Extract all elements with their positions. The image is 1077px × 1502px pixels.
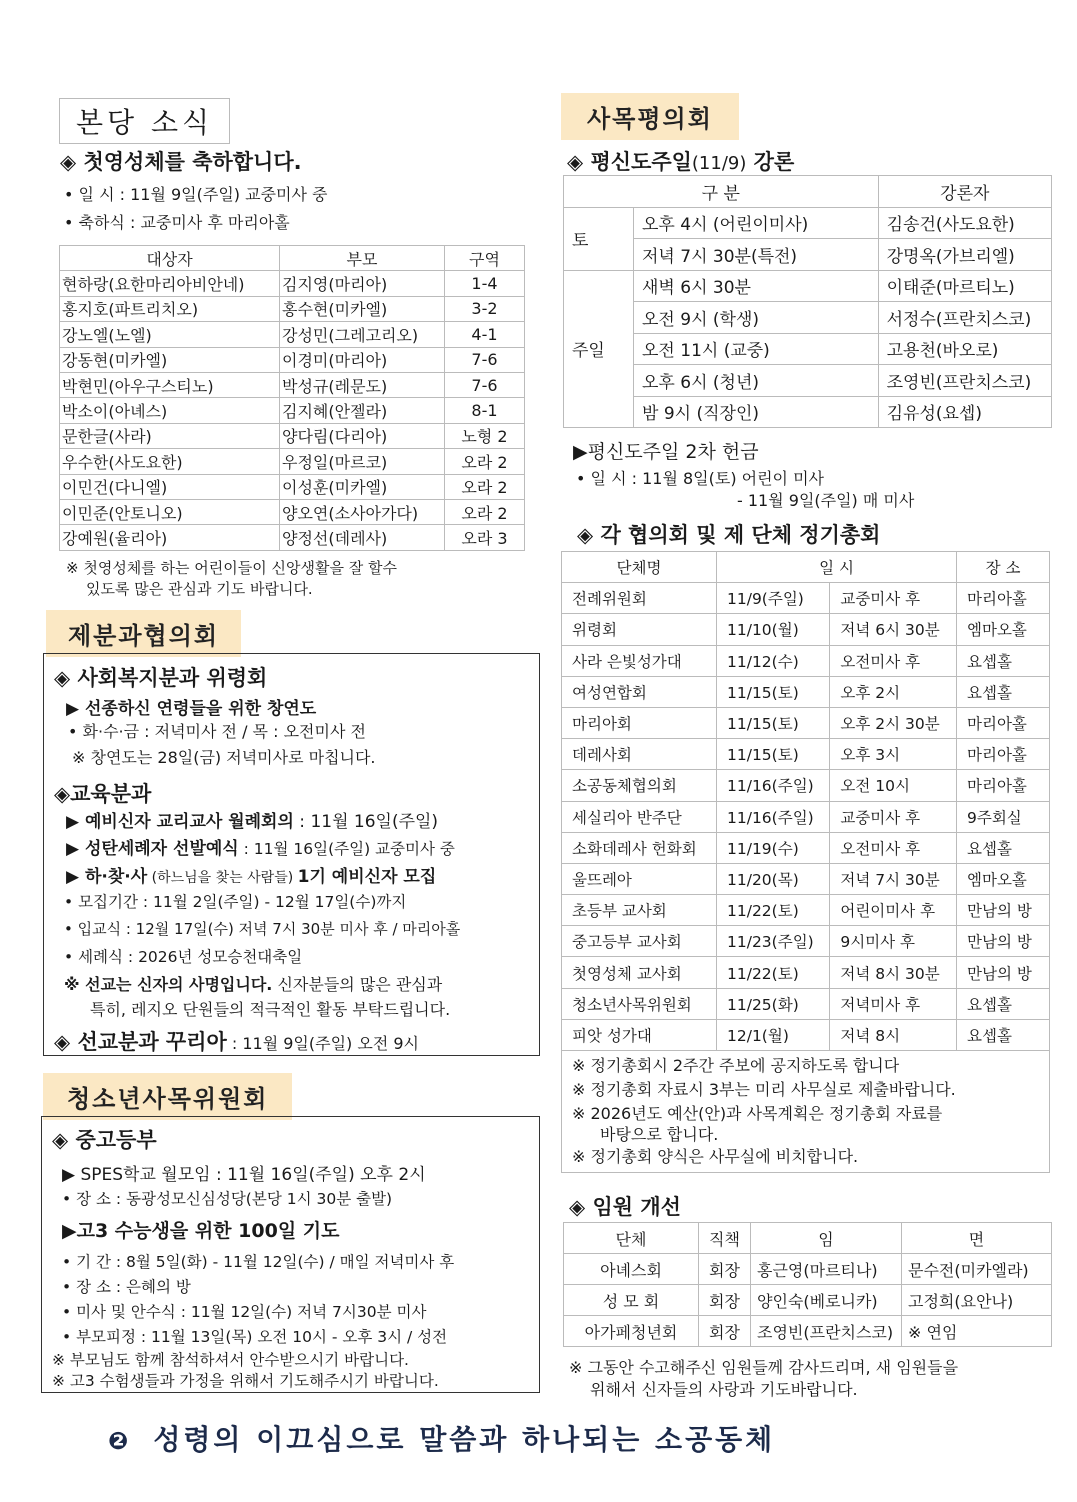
table-cell: 이경미(마리아) (280, 347, 445, 372)
table-cell: 요셉홀 (957, 676, 1050, 707)
edu-line-3 (66, 862, 436, 887)
table-cell: 마리아홀 (957, 707, 1050, 738)
table-row (564, 1316, 1052, 1347)
col-org: 단체명 (562, 552, 717, 583)
table-cell: 소공동체협의회 (562, 770, 717, 801)
assembly-note: ※ 정기총회시 2주간 주보에 공지하도록 합니다 (572, 1056, 900, 1075)
mass-time: 밤 9시 (직장인) (634, 396, 879, 428)
prayer-parents: • 부모피정 : 11월 13일(목) 오전 10시 - 오후 3시 / 성전 (62, 1328, 448, 1346)
youth-header: 청소년사목위원회 (43, 1073, 292, 1120)
table-cell: 마리아홀 (957, 739, 1050, 770)
table-cell: 9시미사 후 (830, 926, 957, 957)
officers-title: ◈ 임원 개선 (569, 1195, 681, 1219)
table-cell: 요셉홀 (957, 988, 1050, 1019)
edu-note2: 특히, 레지오 단원들의 적극적인 활동 부탁드립니다. (90, 1000, 451, 1019)
table-row (60, 347, 525, 372)
col-speaker: 강론자 (878, 176, 1051, 208)
table-row (60, 474, 525, 499)
table-cell: 초등부 교사회 (562, 895, 717, 926)
table-cell: 강동현(미카엘) (60, 347, 280, 372)
first-communion-note: ※ 첫영성체를 하는 어린이들이 신앙생활을 잘 할수 (66, 559, 397, 577)
table-cell: 오라 2 (445, 474, 525, 499)
table-row (564, 1254, 1052, 1285)
edu-entry-rite: • 입교식 : 12월 17일(수) 저녁 7시 30분 미사 후 / 마리아홀 (64, 920, 461, 938)
first-communion-table (59, 245, 525, 551)
table-cell: 아녜스회 (564, 1254, 699, 1285)
table-cell: 11/22(토) (717, 957, 830, 988)
table-cell: 데레사회 (562, 739, 717, 770)
speaker: 이태준(마르티노) (878, 270, 1051, 302)
table-cell: 오후 2시 (830, 676, 957, 707)
table-cell: 회장 (699, 1285, 751, 1316)
mass-time: 오후 6시 (청년) (634, 365, 879, 397)
table-cell: 만남의 방 (957, 957, 1050, 988)
table-cell: 오전 10시 (830, 770, 957, 801)
welfare-sub: ▶ 선종하신 연령들을 위한 창연도 (66, 699, 317, 719)
assembly-note: ※ 정기총회 자료시 3부는 미리 사무실로 제출바랍니다. (572, 1080, 956, 1099)
lay-title-c: 강론 (746, 150, 795, 174)
table-cell: 청소년사목위원회 (562, 988, 717, 1019)
edu-note (64, 972, 442, 995)
officers-note1: ※ 그동안 수고해주신 임원들께 감사드리며, 새 임원들을 (569, 1358, 959, 1377)
table-cell: 우수한(사도요한) (60, 449, 280, 474)
table-row (562, 895, 1050, 926)
col-gubun: 구 분 (564, 176, 879, 208)
jebungwa-header: 제분과협의회 (46, 610, 241, 657)
table-cell: 저녁 7시 30분 (830, 863, 957, 894)
table-cell: 저녁미사 후 (830, 988, 957, 1019)
edu3-a: ▶ 하·찾·사 (66, 867, 148, 887)
assembly-note: ※ 정기총회 양식은 사무실에 비치합니다. (572, 1147, 859, 1166)
spes-line: ▶ SPES학교 월모임 : 11월 16일(주일) 오후 2시 (62, 1165, 426, 1185)
table-cell: 11/16(주일) (717, 770, 830, 801)
table-cell: 4-1 (445, 322, 525, 347)
table-cell: 김지혜(안젤라) (280, 398, 445, 423)
table-row (562, 926, 1050, 957)
speaker: 고용천(바오로) (878, 333, 1051, 365)
first-communion-title: ◈ 첫영성체를 축하합니다. (60, 150, 302, 174)
table-cell: 강성민(그레고리오) (280, 322, 445, 347)
table-cell: 문한글(사라) (60, 423, 280, 448)
homily-table (563, 175, 1052, 428)
lay-sunday-title (567, 146, 794, 176)
table-cell: 11/20(목) (717, 863, 830, 894)
edu-line-2 (66, 834, 455, 859)
table-cell: 우정일(마르코) (280, 449, 445, 474)
day-sun: 주일 (564, 270, 634, 428)
table-cell: 요셉홀 (957, 832, 1050, 863)
edu2-bold: ▶ 성탄세례자 선발예식 (66, 839, 239, 859)
table-row (562, 832, 1050, 863)
table-cell: 피앗 성가대 (562, 1019, 717, 1050)
table-cell: 11/9(주일) (717, 583, 830, 614)
prayer-mass: • 미사 및 안수식 : 11월 12일(수) 저녁 7시30분 미사 (62, 1303, 427, 1321)
table-cell: 울뜨레아 (562, 863, 717, 894)
table-cell: 홍지호(파트리치오) (60, 296, 280, 321)
table-cell: 김지영(마리아) (280, 271, 445, 296)
table-cell: 11/15(토) (717, 739, 830, 770)
table-row (60, 372, 525, 397)
col-myeon: 면 (902, 1223, 1052, 1254)
col-header: 부모 (280, 246, 445, 271)
table-cell: 어린이미사 후 (830, 895, 957, 926)
mass-time: 오후 4시 (어린이미사) (634, 207, 879, 239)
table-cell: 11/22(토) (717, 895, 830, 926)
spes-place: • 장 소 : 동광성모신심성당(본당 1시 30분 출발) (62, 1190, 393, 1208)
table-cell: 오라 2 (445, 449, 525, 474)
table-row (60, 499, 525, 524)
table-cell: 소화데레사 헌화회 (562, 832, 717, 863)
table-cell: 요셉홀 (957, 1019, 1050, 1050)
mass-time: 오전 11시 (교중) (634, 333, 879, 365)
welfare-line2: ※ 창연도는 28일(금) 저녁미사로 마칩니다. (72, 748, 376, 767)
edu-note-bold: ※ 선교는 신자의 사명입니다. (64, 975, 273, 994)
speaker: 서정수(프란치스코) (878, 302, 1051, 334)
table-cell: 만남의 방 (957, 895, 1050, 926)
table-cell: 오라 2 (445, 499, 525, 524)
lay-title-b: (11/9) (691, 153, 747, 174)
table-cell: 오전미사 후 (830, 645, 957, 676)
table-cell: 1-4 (445, 271, 525, 296)
table-row (60, 525, 525, 550)
table-row (562, 614, 1050, 645)
mission-rest: : 11월 9일(주일) 오전 9시 (226, 1034, 419, 1053)
table-cell: 홍근영(마르티나) (751, 1254, 902, 1285)
mission-bold: ◈ 선교분과 꾸리아 (54, 1030, 227, 1054)
youth-box (41, 1116, 540, 1393)
speaker: 김유성(요셉) (878, 396, 1051, 428)
edu-note-rest: 신자분들의 많은 관심과 (272, 975, 443, 994)
col-date: 일 시 (717, 552, 957, 583)
col-header: 대상자 (60, 246, 280, 271)
first-communion-note2: 있도록 많은 관심과 기도 바랍니다. (86, 580, 313, 598)
table-cell: 양정선(데레사) (280, 525, 445, 550)
table-cell: 성 모 회 (564, 1285, 699, 1316)
speaker: 조영빈(프란치스코) (878, 365, 1051, 397)
mission-line (54, 1026, 419, 1056)
col-im: 임 (751, 1223, 902, 1254)
table-cell: 11/15(토) (717, 676, 830, 707)
day-sat: 토 (564, 207, 634, 270)
table-cell: 박현민(아우구스티노) (60, 372, 280, 397)
table-row (60, 423, 525, 448)
assembly-table (561, 551, 1050, 1051)
footer-text: 성령의 이끄심으로 말씀과 하나되는 소공동체 (153, 1423, 776, 1456)
offering-title: ▶평신도주일 2차 헌금 (573, 441, 759, 463)
table-row (562, 863, 1050, 894)
page-number: ❷ (108, 1427, 132, 1455)
table-cell: 요셉홀 (957, 645, 1050, 676)
table-cell: 양다림(다리아) (280, 423, 445, 448)
table-row (60, 296, 525, 321)
officers-note2: 위해서 신자들의 사랑과 기도바랍니다. (590, 1380, 858, 1399)
table-cell: 3-2 (445, 296, 525, 321)
table-cell: 11/23(주일) (717, 926, 830, 957)
table-row (562, 645, 1050, 676)
table-cell: 엠마오홀 (957, 614, 1050, 645)
table-cell: 엠마오홀 (957, 863, 1050, 894)
table-cell: 교중미사 후 (830, 583, 957, 614)
table-cell: 양오연(소사아가다) (280, 499, 445, 524)
table-cell: 조영빈(프란치스코) (751, 1316, 902, 1347)
edu1-bold: ▶ 예비신자 교리교사 월례회의 (66, 812, 294, 832)
offering-line1: • 일 시 : 11월 8일(토) 어린이 미사 (576, 469, 825, 488)
edu2-rest: : 11월 16일(주일) 교중미사 중 (238, 840, 455, 858)
prayer-place: • 장 소 : 은혜의 방 (62, 1278, 191, 1296)
table-cell: 이민준(안토니오) (60, 499, 280, 524)
table-cell: 11/16(주일) (717, 801, 830, 832)
assembly-note: ※ 2026년도 예산(안)과 사목계획은 정기총회 자료를 (572, 1104, 943, 1123)
prayer-period: • 기 간 : 8월 5일(화) - 11월 12일(수) / 매일 저녁미사 후 (62, 1253, 455, 1271)
table-cell: 오후 2시 30분 (830, 707, 957, 738)
table-row (60, 449, 525, 474)
welfare-line1: • 화·수·금 : 저녁미사 전 / 목 : 오전미사 전 (68, 722, 366, 741)
table-row (564, 1285, 1052, 1316)
table-cell: 이성훈(미카엘) (280, 474, 445, 499)
edu-baptism: • 세례식 : 2026년 성모승천대축일 (64, 948, 303, 966)
welfare-title: ◈ 사회복지분과 위령회 (54, 666, 268, 690)
table-cell: 이민건(다니엘) (60, 474, 280, 499)
table-cell: 12/1(월) (717, 1019, 830, 1050)
col-place: 장 소 (957, 552, 1050, 583)
table-cell: 노형 2 (445, 423, 525, 448)
table-cell: 세실리아 반주단 (562, 801, 717, 832)
table-cell: 마리아홀 (957, 770, 1050, 801)
table-cell: 전례위원회 (562, 583, 717, 614)
table-cell: 강노엘(노엘) (60, 322, 280, 347)
table-cell: 오후 3시 (830, 739, 957, 770)
table-cell: 7-6 (445, 372, 525, 397)
table-row (562, 583, 1050, 614)
edu3-c: 1기 예비신자 모집 (297, 867, 437, 887)
table-cell: 7-6 (445, 347, 525, 372)
youth-title: ◈ 중고등부 (52, 1128, 157, 1152)
table-cell: 박소이(아녜스) (60, 398, 280, 423)
samok-header: 사목평의회 (561, 93, 739, 140)
offering-line2: - 11월 9일(주일) 매 미사 (737, 491, 915, 510)
lay-title-a: ◈ 평신도주일 (567, 150, 692, 174)
table-cell: 11/12(수) (717, 645, 830, 676)
table-cell: 9주회실 (957, 801, 1050, 832)
col-header: 구역 (445, 246, 525, 271)
table-cell: 양인숙(베로니카) (751, 1285, 902, 1316)
edu3-b: (하느님을 찾는 사람들) (147, 870, 298, 886)
table-cell: 현하랑(요한마리아비안네) (60, 271, 280, 296)
table-cell: 강예원(율리아) (60, 525, 280, 550)
speaker: 강명옥(가브리엘) (878, 239, 1051, 271)
mass-time: 저녁 7시 30분(특전) (634, 239, 879, 271)
first-communion-date: • 일 시 : 11월 9일(주일) 교중미사 중 (64, 185, 328, 204)
officers-table (563, 1222, 1052, 1347)
edu-recruit-period: • 모집기간 : 11월 2일(주일) - 12월 17일(수)까지 (64, 893, 407, 911)
table-cell: 마리아홀 (957, 583, 1050, 614)
table-row (60, 322, 525, 347)
table-cell: 여성연합회 (562, 676, 717, 707)
table-row (562, 676, 1050, 707)
table-cell: ※ 연임 (902, 1316, 1052, 1347)
edu1-rest: : 11월 16일(주일) (293, 812, 439, 832)
table-cell: 11/19(수) (717, 832, 830, 863)
table-cell: 오라 3 (445, 525, 525, 550)
table-cell: 11/15(토) (717, 707, 830, 738)
table-row (562, 739, 1050, 770)
assembly-title: ◈ 각 협의회 및 제 단체 정기총회 (577, 523, 881, 547)
mass-time: 새벽 6시 30분 (634, 270, 879, 302)
table-cell: 아가페청년회 (564, 1316, 699, 1347)
table-row (562, 770, 1050, 801)
table-cell: 위령회 (562, 614, 717, 645)
jebungwa-box (43, 653, 540, 1056)
table-cell: 11/10(월) (717, 614, 830, 645)
bondang-header: 본당 소식 (59, 98, 230, 144)
table-cell: 박성규(레문도) (280, 372, 445, 397)
table-cell: 저녁 6시 30분 (830, 614, 957, 645)
table-row (60, 271, 525, 296)
table-cell: 홍수현(미카엘) (280, 296, 445, 321)
footer-slogan (108, 1418, 775, 1458)
table-row (562, 707, 1050, 738)
table-cell: 오전미사 후 (830, 832, 957, 863)
prayer-title: ▶고3 수능생을 위한 100일 기도 (62, 1220, 340, 1242)
table-cell: 회장 (699, 1316, 751, 1347)
table-cell: 교중미사 후 (830, 801, 957, 832)
youth-note2: ※ 고3 수험생들과 가정을 위해서 기도해주시기 바랍니다. (52, 1372, 439, 1390)
col-org: 단체 (564, 1223, 699, 1254)
table-cell: 마리아회 (562, 707, 717, 738)
table-row (562, 801, 1050, 832)
edu-line-1 (66, 807, 438, 832)
speaker: 김송건(사도요한) (878, 207, 1051, 239)
table-cell: 고정희(요안나) (902, 1285, 1052, 1316)
table-cell: 문수전(미카엘라) (902, 1254, 1052, 1285)
table-row (562, 957, 1050, 988)
assembly-note: 바탕으로 합니다. (600, 1125, 719, 1144)
col-role: 직책 (699, 1223, 751, 1254)
assembly-notes-box (561, 1047, 1050, 1173)
table-cell: 11/25(화) (717, 988, 830, 1019)
table-cell: 만남의 방 (957, 926, 1050, 957)
table-cell: 사라 은빛성가대 (562, 645, 717, 676)
table-row (562, 1019, 1050, 1050)
table-cell: 중고등부 교사회 (562, 926, 717, 957)
edu-title: ◈교육분과 (54, 782, 152, 806)
table-cell: 첫영성체 교사회 (562, 957, 717, 988)
table-cell: 저녁 8시 30분 (830, 957, 957, 988)
first-communion-party: • 축하식 : 교중미사 후 마리아홀 (64, 213, 290, 232)
mass-time: 오전 9시 (학생) (634, 302, 879, 334)
table-row (562, 988, 1050, 1019)
table-cell: 회장 (699, 1254, 751, 1285)
table-cell: 저녁 8시 (830, 1019, 957, 1050)
youth-note1: ※ 부모님도 함께 참석하셔서 안수받으시기 바랍니다. (52, 1351, 409, 1369)
table-row (60, 398, 525, 423)
table-cell: 8-1 (445, 398, 525, 423)
